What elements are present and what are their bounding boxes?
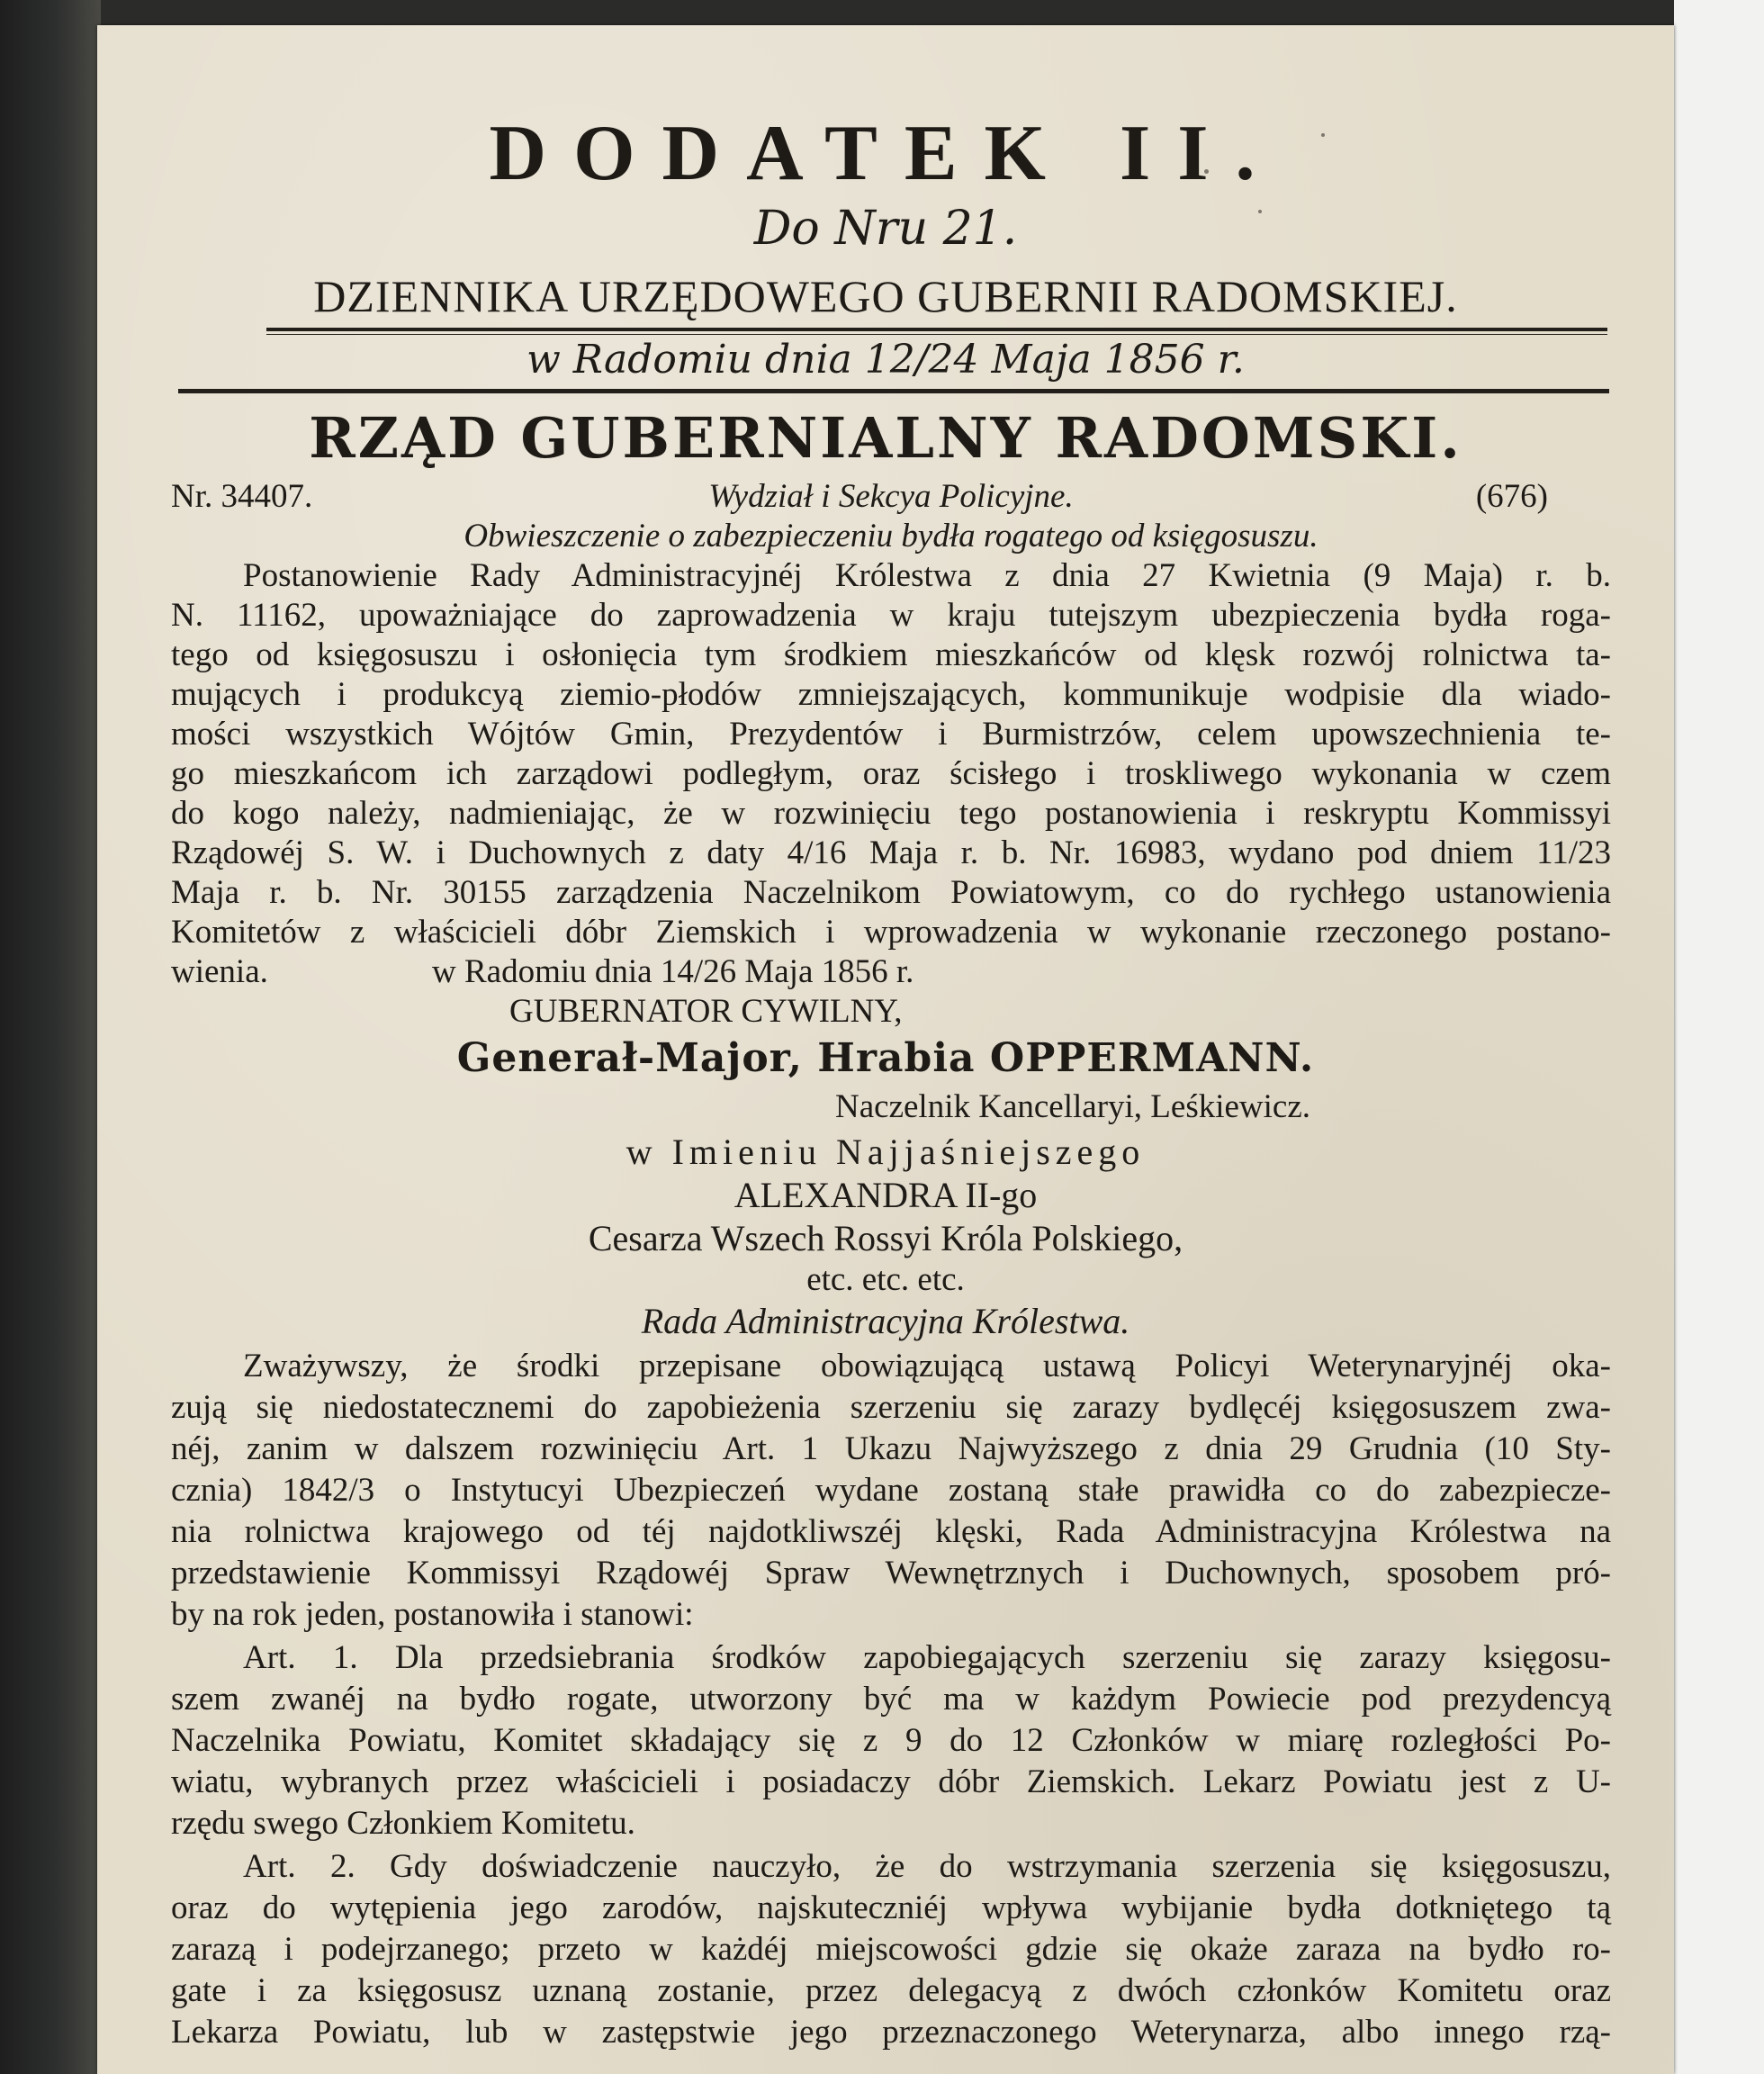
notice-line: Komitetów z właścicieli dóbr Ziemskich i wprowadzenia w wykonanie rzeczonego postano- [171,914,1611,951]
scan-background-left [0,0,101,2074]
art1-line: szem zwanéj na bydło rogate, utworzony być ma w każdym Powiecie pod prezydencyą [171,1681,1611,1718]
notice-header [171,475,1611,518]
notice-ref: (676) [1475,478,1548,515]
notice-line: Rządowéj S. W. i Duchownych z daty 4/16 Maja r. b. Nr. 16983, wydano pod dniem 11/23 [171,834,1611,871]
notice-last-word: wienia. [171,953,268,990]
authority-heading: RZĄD GUBERNIALNY RADOMSKI. [309,405,1462,471]
art1-line: Art. 1. Dla przedsiebrania środków zapobiegających szerzeniu się zarazy księgosu- [243,1639,1611,1676]
notice-sign-date: w Radomiu dnia 14/26 Maja 1856 r. [432,953,914,990]
notice-line: mujących i produkcyą ziemio-płodów zmniejszających, kommunikuje wodpisie dla wiado- [171,676,1611,713]
notice-line: Maja r. b. Nr. 30155 zarządzenia Naczelnikom Powiatowym, co do rychłego ustanowienia [171,874,1611,911]
art1-last-line: rzędu swego Członkiem Komitetu. [171,1805,635,1842]
preamble-line: cznia) 1842/3 o Instytucyi Ubezpieczeń wydane zostaną stałe prawidła co do zabezpiecze- [171,1472,1611,1509]
date-rule [178,389,1609,393]
preamble-last-line: by na rok jeden, postanowiła i stanowi: [171,1596,694,1633]
notice-line: tego od księgosuszu i osłonięcia tym środkiem mieszkańców od klęsk rozwój rolnictwa ta- [171,636,1611,673]
preamble-line: nia rolnictwa krajowego od téj najdotkliwszéj klęski, Rada Administracyjna Królestwa na [171,1513,1611,1550]
notice-line: Postanowienie Rady Administracyjnéj Królestwa z dnia 27 Kwietnia (9 Maja) r. b. [243,557,1611,594]
notice-number: Nr. 34407. [171,478,313,515]
journal-title: DZIENNIKA URZĘDOWEGO GUBERNII RADOMSKIEJ. [313,271,1458,321]
notice-department: Wydział i Sekcya Policyjne. [708,478,1074,515]
scan-background-right [1674,0,1764,2074]
art2-line: Art. 2. Gdy doświadczenie nauczyło, że do wstrzymania szerzenia się księgosuszu, [243,1848,1611,1885]
decree-monarch: ALEXANDRA II-go [734,1175,1038,1215]
preamble-line: zują się niedostatecznemi do zapobieżenia szerzeniu się zarazy bydlęcéj księgosuszem zwa- [171,1389,1611,1426]
governor-name: Generał-Major, Hrabia OPPERMANN. [456,1035,1315,1081]
decree-invocation: w Imieniu Najjaśniejszego [626,1132,1146,1172]
art1-line: wiatu, wybranych przez właścicieli i posiadaczy dóbr Ziemskich. Lekarz Powiatu jest z U- [171,1763,1611,1800]
notice-last-line [171,951,1611,994]
supplement-title: DODATEK II. [489,110,1282,197]
art2-line: oraz do wytępienia jego zarodów, najskuteczniéj wpływa wybijanie bydła dotkniętego tą [171,1889,1611,1926]
notice-line: go mieszkańcom ich zarządowi podległym, oraz ścisłego i troskliwego wykonania w czem [171,755,1611,792]
decree-council: Rada Administracyjna Królestwa. [641,1301,1130,1341]
issue-date: w Radomiu dnia 12/24 Maja 1856 r. [526,337,1245,383]
decree-title: Cesarza Wszech Rossyi Króla Polskiego, [588,1218,1184,1258]
notice-line: N. 11162, upoważniające do zaprowadzenia w kraju tutejszym ubezpieczenia bydła roga- [171,597,1611,634]
chancellery-head [835,1086,1645,1129]
preamble-line: néj, zanim w dalszem rozwinięciu Art. 1 Ukazu Najwyższego z dnia 29 Grudnia (10 Sty- [171,1430,1611,1467]
preamble-line: Zważywszy, że środki przepisane obowiązującą ustawą Policyi Weterynaryjnéj oka- [243,1348,1611,1384]
document-page [97,25,1674,2074]
preamble-line: przedstawienie Kommissyi Rządowéj Spraw Wewnętrznych i Duchownych, sposobem pró- [171,1555,1611,1592]
governor-title: GUBERNATOR CYWILNY, [509,993,903,1030]
title-rule-thin [266,334,1607,335]
chancellery-text: Naczelnik Kancellaryi, Leśkiewicz. [835,1088,1311,1125]
art2-line: gate i za księgosusz uznaną zostanie, przez delegacyą z dwóch członków Komitetu oraz [171,1972,1611,2009]
art1-line: Naczelnika Powiatu, Komitet składający się z 9 do 12 Członków w miarę rozległości Po- [171,1722,1611,1759]
art2-line: Lekarza Powiatu, lub w zastępstwie jego przeznaczonego Weterynarza, albo innego rzą- [171,2014,1611,2051]
title-rule [266,328,1607,331]
notice-line: mości wszystkich Wójtów Gmin, Prezydentów i Burmistrzów, celem upowszechnienia te- [171,716,1611,753]
notice-line: do kogo należy, nadmieniając, że w rozwinięciu tego postanowienia i reskryptu Kommissyi [171,795,1611,832]
decree-etc: etc. etc. etc. [806,1261,965,1298]
art2-line: zarazą i podejrzanego; przeto w każdéj miejscowości gdzie się okaże zaraza na bydło ro- [171,1931,1611,1968]
issue-number: Do Nru 21. [753,202,1018,256]
notice-title: Obwieszczenie o zabezpieczeniu bydła rogatego od księgosuszu. [464,518,1318,555]
